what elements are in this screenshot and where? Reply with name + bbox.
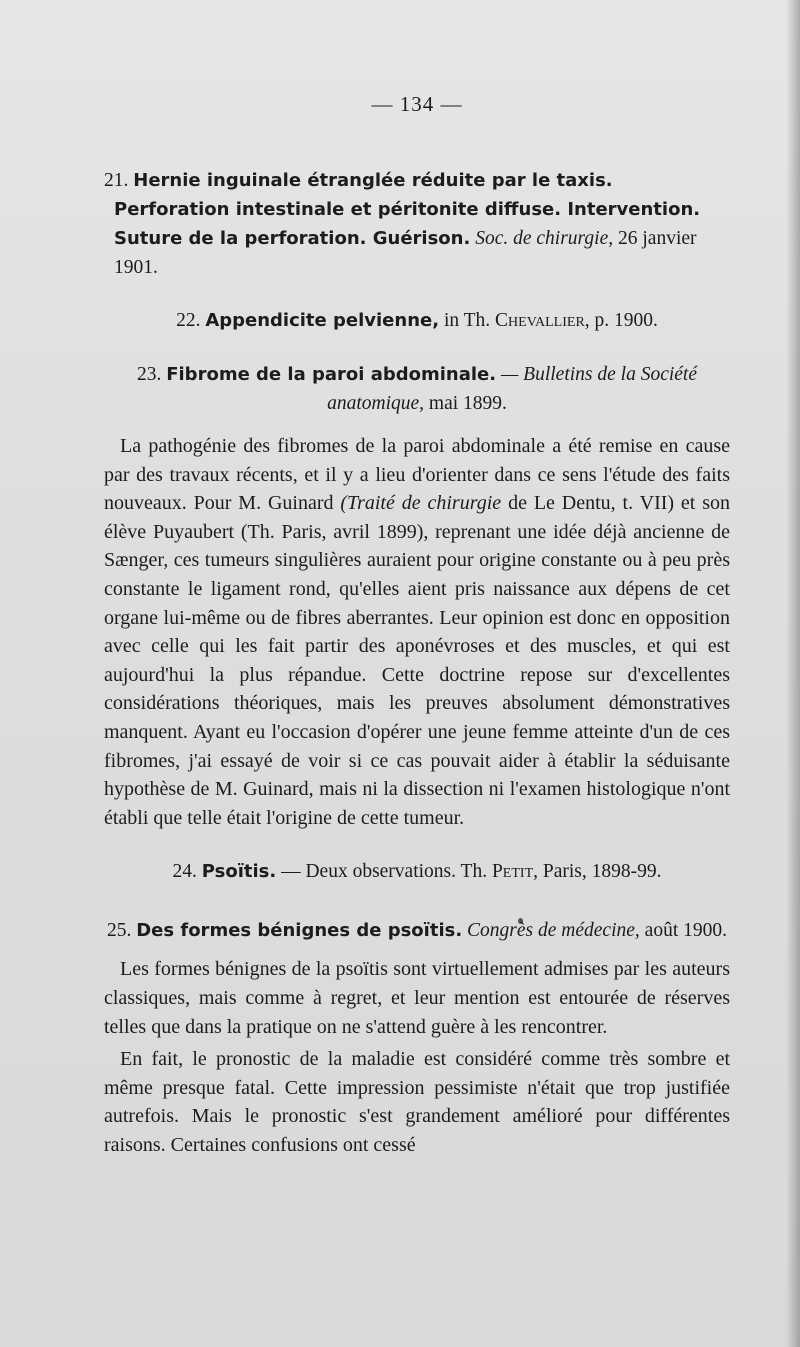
entry-25-date: août 1900. (644, 920, 727, 942)
page-edge-shadow (786, 0, 800, 1347)
entry-23-title: Fibrome de la paroi abdominale. (166, 364, 497, 385)
entry-25-title: Des formes bénignes de psoïtis. (136, 920, 463, 942)
paragraph-fibrome-part-1: La pathogénie des fibromes de la paroi abdominale a été remise en cause par des travaux récents, et il y a lieu d'orienter dans ce sens l'étude des faits nouveaux. Pour M. Guinard (104, 435, 730, 515)
entry-21 (104, 166, 730, 282)
entry-23-source: — Bulletins de la Société anatomique, (327, 364, 698, 414)
entry-21-number: 21. (104, 170, 129, 191)
entry-22-number: 22. (176, 310, 201, 331)
entry-25-source: Congrès de médecine, (467, 920, 640, 942)
paragraph-fibrome-part-2: de Le Dentu, t. VII) et son élève Puyaubert (Th. Paris, avril 1899), reprenant une idée déjà ancienne de Sænger, ces tumeurs singulières auraient pour origine constante ou à peu près constante le ligament rond, qu'elles aient pris naissance aux dépens de cet organe lui-même ou de fibres aberrantes. Leur opinion est donc en opposition avec celle qui les fait partir des aponévroses et des muscles, et qui est aujourd'hui la plus répandue. Cette doctrine repose sur d'excellentes considérations théoriques, mais les preuves absolument démonstratives manquent. Ayant eu l'occasion d'opérer une jeune femme atteinte d'un de ces fibromes, j'ai essayé de voir si ce cas pouvait aider à établir la séduisante hypothèse de M. Guinard, mais ni la dissection ni l'examen histologique n'ont établi que telle était l'origine de cette tumeur. (104, 492, 731, 829)
entry-22 (104, 306, 730, 335)
entry-22-in: in Th. (443, 310, 491, 331)
entry-23 (104, 360, 730, 418)
entry-24-desc: — Deux observations. Th. (281, 861, 488, 883)
entry-21-title: Hernie inguinale étranglée réduite par le taxis. Perforation intestinale et péritonite diffuse. Intervention. Suture de la perforation. Guérison. (114, 170, 701, 249)
entry-24-author: Petit, (491, 861, 538, 883)
entry-21-date: 26 janvier 1901. (114, 228, 697, 278)
entry-22-tail: p. 1900. (594, 310, 658, 331)
entry-21-source: Soc. de chirurgie, (475, 228, 614, 249)
entry-23-date: mai 1899. (428, 393, 507, 414)
entry-24-number: 24. (172, 861, 197, 883)
entry-22-author: Chevallier, (495, 310, 590, 331)
entry-25 (104, 916, 730, 945)
entry-24-tail: Paris, 1898-99. (542, 861, 662, 883)
page-number: — 134 — (371, 92, 463, 116)
entry-24-title: Psoïtis. (201, 861, 277, 883)
entry-22-title: Appendicite pelvienne, (205, 310, 440, 331)
paragraph-psoitis-2: En fait, le pronostic de la maladie est considéré comme très sombre et même presque fatal. Cette impression pessimiste n'était que trop justifiée autrefois. Mais le pronostic s'est grandement amélioré pour différentes raisons. Certaines confusions ont cessé (104, 1048, 730, 1156)
paragraph-fibrome-citation: (Traité de chirurgie (340, 492, 502, 515)
text-column (104, 92, 730, 1159)
entry-25-number: 25. (106, 920, 132, 942)
entry-24 (104, 857, 730, 886)
paragraph-psoitis-1: Les formes bénignes de la psoïtis sont virtuellement admises par les auteurs classiques, mais comme à regret, et leur mention est entourée de réserves telles que dans la pratique on ne s'attend guère à les rencontrer. (104, 958, 730, 1038)
entry-23-number: 23. (136, 364, 162, 385)
paragraph-fibrome (104, 432, 730, 832)
